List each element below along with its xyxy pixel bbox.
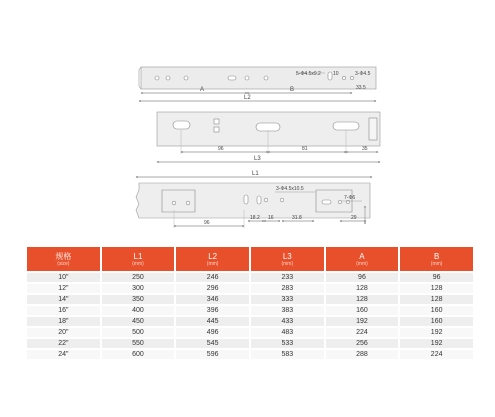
- cell-a: 256: [326, 339, 399, 348]
- table-row: [27, 306, 473, 315]
- cell-b: 128: [400, 295, 473, 304]
- dim-81: 81: [302, 146, 308, 152]
- cell-l3: 233: [251, 273, 324, 282]
- cell-l1: 550: [102, 339, 175, 348]
- cell-l2: 246: [176, 273, 249, 282]
- dim-31-8: 31.8: [292, 215, 302, 221]
- cell-l2: 545: [176, 339, 249, 348]
- cell-l1: 450: [102, 317, 175, 326]
- mounting-slot: [228, 76, 236, 80]
- cell-l3: 333: [251, 295, 324, 304]
- header-l3: L3 (mm): [251, 247, 324, 271]
- cell-l1: 600: [102, 350, 175, 359]
- cell-l1: 250: [102, 273, 175, 282]
- table-row: [27, 339, 473, 348]
- callout-holes: 5-Φ4.5x9.2: [296, 71, 321, 77]
- mounting-slot: [244, 195, 248, 204]
- mounting-slot: [328, 72, 332, 80]
- specification-table: [25, 245, 475, 361]
- bottom-view: [136, 171, 372, 228]
- dim-end: 33.5: [356, 85, 366, 91]
- cell-l2: 346: [176, 295, 249, 304]
- dim-29: 29: [351, 215, 357, 221]
- cell-size: 24": [27, 350, 100, 359]
- oval-hole: [256, 123, 280, 131]
- dim-small: 10: [333, 71, 339, 77]
- header-l2: L2 (mm): [176, 247, 249, 271]
- bottom-rail-body: [136, 183, 370, 218]
- cell-b: 192: [400, 328, 473, 337]
- dim-l2: L2: [244, 95, 251, 101]
- dim-16: 16: [268, 215, 274, 221]
- mounting-slot: [257, 196, 261, 204]
- header-a: A (mm): [326, 247, 399, 271]
- mounting-hole: [184, 76, 188, 80]
- header-l1: L1 (mm): [102, 247, 175, 271]
- cell-a: 96: [326, 273, 399, 282]
- mounting-slot: [322, 200, 331, 204]
- cell-b: 96: [400, 273, 473, 282]
- mounting-hole: [245, 76, 249, 80]
- cell-size: 12": [27, 284, 100, 293]
- cell-b: 160: [400, 306, 473, 315]
- mounting-hole: [280, 198, 284, 202]
- mounting-hole: [342, 76, 345, 79]
- cell-l2: 445: [176, 317, 249, 326]
- oval-hole: [173, 121, 190, 129]
- mounting-hole: [350, 76, 353, 79]
- cell-l1: 400: [102, 306, 175, 315]
- square-hole: [214, 119, 219, 124]
- square-hole: [214, 127, 219, 132]
- cell-size: 20": [27, 328, 100, 337]
- cell-l3: 583: [251, 350, 324, 359]
- cell-a: 192: [326, 317, 399, 326]
- cell-a: 160: [326, 306, 399, 315]
- cell-size: 22": [27, 339, 100, 348]
- top-rail-body: [141, 67, 376, 89]
- cell-l1: 500: [102, 328, 175, 337]
- cell-l2: 396: [176, 306, 249, 315]
- cell-l2: 596: [176, 350, 249, 359]
- cell-size: 18": [27, 317, 100, 326]
- table-row: [27, 295, 473, 304]
- mounting-hole: [172, 201, 176, 205]
- table-row: [27, 328, 473, 337]
- callout-holes: 7-Φ6: [344, 195, 356, 201]
- table-row: [27, 273, 473, 282]
- side-view: [157, 112, 380, 162]
- header-b: B (mm): [400, 247, 473, 271]
- table-row: [27, 317, 473, 326]
- cell-size: 14": [27, 295, 100, 304]
- cell-l3: 383: [251, 306, 324, 315]
- dim-96: 96: [218, 146, 224, 152]
- table-header-row: [27, 247, 473, 271]
- cell-b: 128: [400, 284, 473, 293]
- top-view: [139, 67, 376, 101]
- mounting-hole: [264, 76, 268, 80]
- cell-l1: 300: [102, 284, 175, 293]
- dim-96: 96: [204, 220, 210, 226]
- dim-b: B: [290, 87, 295, 93]
- cell-b: 160: [400, 317, 473, 326]
- dim-18-2: 18.2: [250, 215, 260, 221]
- mounting-hole: [264, 198, 268, 202]
- cell-l3: 283: [251, 284, 324, 293]
- cell-l3: 533: [251, 339, 324, 348]
- end-bracket: [369, 118, 377, 140]
- dim-l1: L1: [252, 171, 259, 177]
- cell-b: 192: [400, 339, 473, 348]
- table-row: [27, 284, 473, 293]
- mounting-hole: [155, 76, 159, 80]
- cell-a: 128: [326, 295, 399, 304]
- header-size: 规格 (size): [27, 247, 100, 271]
- cell-a: 288: [326, 350, 399, 359]
- cell-a: 128: [326, 284, 399, 293]
- mounting-hole: [338, 200, 341, 203]
- cell-l3: 433: [251, 317, 324, 326]
- dim-35: 35: [362, 146, 368, 152]
- table-row: [27, 350, 473, 359]
- cell-size: 16": [27, 306, 100, 315]
- cell-l1: 350: [102, 295, 175, 304]
- oval-hole: [333, 122, 359, 130]
- mounting-hole: [166, 76, 170, 80]
- cell-l3: 483: [251, 328, 324, 337]
- callout-slot: 3-Φ4.5: [355, 71, 371, 77]
- cell-l2: 296: [176, 284, 249, 293]
- dim-l3: L3: [254, 156, 261, 162]
- dim-a: A: [200, 87, 205, 93]
- cell-size: 10": [27, 273, 100, 282]
- cell-a: 224: [326, 328, 399, 337]
- mounting-hole: [186, 201, 190, 205]
- cell-b: 224: [400, 350, 473, 359]
- cell-l2: 496: [176, 328, 249, 337]
- callout-slots: 3-Φ4.5x10.5: [276, 186, 304, 192]
